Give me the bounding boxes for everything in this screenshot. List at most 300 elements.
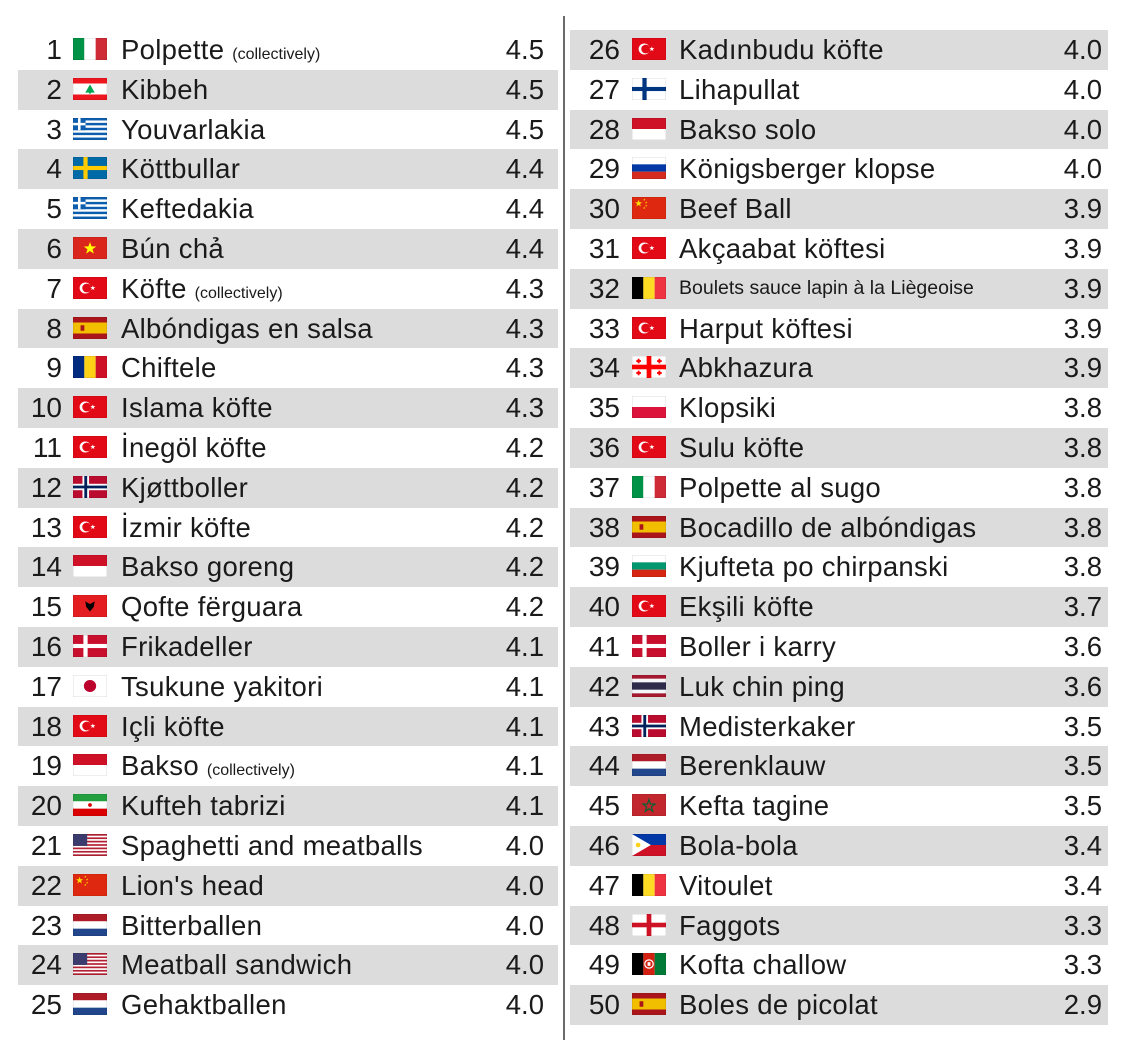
dish-name [121,707,225,747]
flag-spain-icon [632,993,666,1015]
rank-number: 16 [30,630,62,662]
rank-number: 38 [588,511,620,543]
dish-name [679,309,853,349]
rating-score: 3.5 [1063,790,1102,822]
flag-china-icon [632,197,666,219]
flag-morocco-icon [632,794,666,816]
rating-score: 4.2 [505,471,544,503]
dish-name-text: Klopsiki [679,392,777,424]
ranking-row [18,826,558,866]
rating-score: 4.2 [505,431,544,463]
ranking-row [18,309,558,349]
rank-number: 36 [588,431,620,463]
ranking-row [18,945,558,985]
ranking-row [18,428,558,468]
rank-number: 6 [46,232,62,264]
dish-name-text: Chiftele [121,352,217,384]
ranking-row [570,508,1108,548]
flag-turkey-icon [73,516,107,538]
rank-number: 13 [30,511,62,543]
rating-score: 4.1 [505,750,544,782]
rank-number: 24 [30,949,62,981]
dish-name [679,149,935,189]
flag-turkey-icon [632,595,666,617]
dish-name [679,826,798,866]
ranking-row [570,906,1108,946]
rank-number: 23 [30,909,62,941]
dish-name [121,189,254,229]
rating-score: 3.5 [1063,710,1102,742]
dish-name-text: Qofte fërguara [121,591,303,623]
dish-name [121,985,287,1025]
dish-name [679,269,974,309]
flag-turkey-icon [632,317,666,339]
ranking-row [18,866,558,906]
ranking-row [570,746,1108,786]
dish-name [679,388,776,428]
ranking-row [18,906,558,946]
dish-name [121,746,295,791]
rank-number: 11 [32,431,62,463]
dish-name [679,508,976,548]
rating-score: 4.5 [505,73,544,105]
ranking-row [18,985,558,1025]
flag-spain-icon [73,317,107,339]
rating-score: 3.9 [1063,272,1102,304]
rating-score: 4.1 [505,710,544,742]
flag-indonesia-icon [73,555,107,577]
flag-turkey-icon [73,715,107,737]
rating-score: 4.2 [505,591,544,623]
flag-philippines-icon [632,834,666,856]
dish-name-text: Lion's head [121,869,265,901]
rating-score: 3.5 [1063,750,1102,782]
flag-finland-icon [632,78,666,100]
flag-norway-icon [632,715,666,737]
dish-name-text: Harput köftesi [679,312,853,344]
flag-denmark-icon [632,635,666,657]
dish-name [121,229,224,269]
dish-name-text: Kufteh tabrizi [121,790,286,822]
dish-name [121,547,294,587]
dish-name-text: Vitoulet [679,869,773,901]
flag-usa-icon [73,953,107,975]
dish-name [121,269,283,314]
rating-score: 4.3 [505,312,544,344]
ranking-row [18,269,558,309]
flag-greece-icon [73,118,107,140]
flag-spain-icon [632,516,666,538]
flag-turkey-icon [632,237,666,259]
rating-score: 4.0 [505,829,544,861]
dish-name-text: Bocadillo de albóndigas [679,511,977,543]
ranking-row [18,388,558,428]
dish-name [121,587,303,627]
dish-name [679,70,800,110]
dish-name-text: Berenklauw [679,750,826,782]
rating-score: 4.2 [505,551,544,583]
rank-number: 50 [588,989,620,1021]
dish-name-text: Gehaktballen [121,989,287,1021]
dish-name-text: Boulets sauce lapin à la Liègeoise [679,276,974,299]
rank-number: 10 [30,392,62,424]
ranking-row [18,468,558,508]
rank-number: 1 [46,34,62,65]
ranking-row [18,149,558,189]
ranking-row [18,746,558,786]
rank-number: 34 [588,352,620,384]
ranking-row [570,309,1108,349]
rating-score: 4.0 [505,949,544,981]
ranking-row [570,985,1108,1025]
dish-name-text: Kjufteta po chirpanski [679,551,949,583]
rank-number: 4 [46,153,62,185]
dish-name [679,428,804,468]
rating-score: 3.8 [1063,392,1102,424]
rating-score: 3.6 [1063,630,1102,662]
dish-name-text: Frikadeller [121,630,253,662]
dish-name [679,945,846,985]
rank-number: 12 [30,471,62,503]
dish-name [121,428,267,468]
dish-name-text: Abkhazura [679,352,814,384]
flag-greece-icon [73,197,107,219]
rating-score: 3.4 [1063,829,1102,861]
flag-turkey-icon [632,436,666,458]
dish-name [679,866,773,906]
flag-romania-icon [73,356,107,378]
flag-indonesia-icon [632,118,666,140]
rating-score: 3.9 [1063,232,1102,264]
rank-number: 40 [588,591,620,623]
dish-name [679,667,845,707]
dish-name [679,30,884,70]
ranking-row [570,786,1108,826]
dish-name-text: Sulu köfte [679,431,805,463]
dish-name [679,786,829,826]
rating-score: 3.6 [1063,670,1102,702]
dish-name [121,110,265,150]
flag-vietnam-icon [73,237,107,259]
flag-belgium-icon [632,874,666,896]
ranking-row [570,348,1108,388]
rank-number: 2 [46,73,62,105]
ranking-row [18,667,558,707]
ranking-row [570,229,1108,269]
dish-name [121,468,248,508]
rating-score: 3.7 [1063,591,1102,623]
dish-name-text: Bakso solo [679,113,817,145]
dish-name-text: Içli köfte [121,710,225,742]
ranking-row [18,786,558,826]
flag-usa-icon [73,834,107,856]
flag-turkey-icon [73,277,107,299]
rank-number: 27 [588,73,620,105]
flag-iran-icon [73,794,107,816]
rating-score: 4.0 [1063,113,1102,145]
flag-netherlands-icon [73,914,107,936]
dish-name [121,149,240,189]
ranking-row [18,70,558,110]
dish-name-text: Kefta tagine [679,790,830,822]
flag-italy-icon [632,476,666,498]
dish-name [679,229,886,269]
dish-name-text: Medisterkaker [679,710,856,742]
dish-name [121,826,423,866]
dish-name [679,468,881,508]
rank-number: 43 [588,710,620,742]
rank-number: 30 [588,193,620,225]
ranking-row [18,547,558,587]
rank-number: 7 [46,272,62,304]
rating-score: 4.5 [505,34,544,65]
flag-thailand-icon [632,675,666,697]
dish-name-text: Polpette al sugo [679,471,882,503]
rank-number: 47 [588,869,620,901]
dish-name-text: Bola-bola [679,829,798,861]
rating-score: 4.0 [1063,73,1102,105]
flag-netherlands-icon [632,754,666,776]
rank-number: 48 [588,909,620,941]
rank-number: 19 [30,750,62,782]
dish-name-text: Kadınbudu köfte [679,34,884,65]
flag-sweden-icon [73,157,107,179]
dish-name [679,189,792,229]
flag-lebanon-icon [73,78,107,100]
ranking-row [570,189,1108,229]
ranking-row [570,627,1108,667]
ranking-row [570,945,1108,985]
rating-score: 3.9 [1063,312,1102,344]
dish-name [679,547,949,587]
dish-name-text: İzmir köfte [121,511,252,543]
dish-name-text: Boles de picolat [679,989,878,1021]
rating-score: 4.5 [505,113,544,145]
rank-number: 45 [588,790,620,822]
rank-number: 46 [588,829,620,861]
ranking-row [18,508,558,548]
dish-name [679,906,780,946]
rank-number: 35 [588,392,620,424]
rating-score: 4.1 [505,670,544,702]
rating-score: 4.0 [1063,34,1102,65]
dish-name [679,985,878,1025]
dish-name-text: Bún chả [121,232,225,264]
rating-score: 3.8 [1063,471,1102,503]
flag-bulgaria-icon [632,555,666,577]
flag-russia-icon [632,157,666,179]
ranking-row [570,388,1108,428]
rating-score: 4.1 [505,790,544,822]
rank-number: 26 [588,34,620,65]
ranking-row [18,707,558,747]
rank-number: 32 [588,272,620,304]
flag-denmark-icon [73,635,107,657]
flag-georgia-icon [632,356,666,378]
rating-score: 4.0 [505,989,544,1021]
dish-name [121,388,273,428]
dish-name-text: Luk chin ping [679,670,845,702]
rank-number: 21 [30,829,62,861]
dish-name [679,627,836,667]
rating-score: 3.8 [1063,511,1102,543]
rank-number: 14 [30,551,62,583]
rank-number: 25 [30,989,62,1021]
dish-name [121,945,352,985]
rank-number: 20 [30,790,62,822]
dish-name-text: Akçaabat köftesi [679,232,886,264]
rating-score: 4.3 [505,272,544,304]
ranking-row [570,468,1108,508]
ranking-row [570,587,1108,627]
rank-number: 49 [588,949,620,981]
ranking-column-left [18,30,558,1025]
rating-score: 4.4 [505,193,544,225]
ranking-row [18,587,558,627]
rank-number: 8 [46,312,62,344]
ranking-row [18,229,558,269]
dish-name-text: Kjøttboller [121,471,249,503]
rating-score: 4.0 [505,909,544,941]
dish-name-text: Youvarlakia [121,113,266,145]
ranking-row [570,667,1108,707]
dish-name-text: Kibbeh [121,73,209,105]
rank-number: 28 [588,113,620,145]
ranking-row [18,348,558,388]
rank-number: 41 [588,630,620,662]
flag-italy-icon [73,38,107,60]
ranking-row [18,627,558,667]
rating-score: 4.0 [505,869,544,901]
rating-score: 4.4 [505,153,544,185]
rank-number: 42 [588,670,620,702]
ranking-row [570,428,1108,468]
dish-name-text: Faggots [679,909,781,941]
dish-name [121,866,264,906]
rating-score: 3.8 [1063,431,1102,463]
dish-name-text: Bakso goreng [121,551,295,583]
dish-name-text: Köfte [121,272,187,304]
flag-belgium-icon [632,277,666,299]
dish-name-text: Lihapullat [679,73,800,105]
dish-name [121,786,286,826]
dish-name [121,906,262,946]
ranking-column-right [570,30,1108,1025]
rating-score: 4.2 [505,511,544,543]
dish-name-text: Bitterballen [121,909,263,941]
ranking-row [570,826,1108,866]
dish-name-text: Bakso [121,750,199,782]
dish-name-text: Boller i karry [679,630,837,662]
dish-name-text: Keftedakia [121,193,254,225]
rank-number: 31 [588,232,620,264]
rating-score: 3.8 [1063,551,1102,583]
ranking-row [18,30,558,70]
dish-name [679,587,814,627]
rank-number: 5 [46,193,62,225]
flag-england-icon [632,914,666,936]
ranking-row [570,149,1108,189]
flag-netherlands-icon [73,993,107,1015]
dish-note: (collectively) [194,284,283,302]
rating-score: 3.9 [1063,352,1102,384]
rank-number: 9 [46,352,62,384]
rank-number: 44 [588,750,620,782]
dish-name-text: Köttbullar [121,153,241,185]
rank-number: 15 [30,591,62,623]
ranking-row [570,866,1108,906]
rank-number: 3 [46,113,62,145]
dish-name-text: Königsberger klopse [679,153,936,185]
flag-turkey-icon [632,38,666,60]
dish-name [679,707,856,747]
ranking-row [18,189,558,229]
rating-score: 3.3 [1063,949,1102,981]
flag-norway-icon [73,476,107,498]
rank-number: 18 [30,710,62,742]
dish-name [679,746,826,786]
rating-score: 4.3 [505,352,544,384]
dish-name-text: Islama köfte [121,392,273,424]
flag-indonesia-icon [73,754,107,776]
rank-number: 39 [588,551,620,583]
ranking-row [570,547,1108,587]
flag-turkey-icon [73,396,107,418]
dish-name-text: Meatball sandwich [121,949,353,981]
dish-name [121,309,373,349]
dish-name [679,110,817,150]
rating-score: 4.1 [505,630,544,662]
dish-note: (collectively) [232,46,321,63]
rating-score: 3.9 [1063,193,1102,225]
dish-name-text: İnegöl köfte [121,431,267,463]
flag-afghanistan-icon [632,953,666,975]
flag-japan-icon [73,675,107,697]
dish-name [679,348,813,388]
dish-name [121,667,323,707]
ranking-row [570,110,1108,150]
rank-number: 33 [588,312,620,344]
rating-score: 2.9 [1063,989,1102,1021]
dish-name-text: Kofta challow [679,949,847,981]
rank-number: 22 [30,869,62,901]
flag-china-icon [73,874,107,896]
dish-name [121,508,251,548]
rating-score: 4.4 [505,232,544,264]
dish-name [121,30,320,75]
ranking-row [18,110,558,150]
dish-note: (collectively) [206,762,295,780]
rank-number: 37 [588,471,620,503]
ranking-row [570,707,1108,747]
dish-name-text: Ekşili köfte [679,591,815,623]
dish-name-text: Tsukune yakitori [121,670,323,702]
rank-number: 29 [588,153,620,185]
flag-albania-icon [73,595,107,617]
dish-name-text: Polpette [121,34,225,65]
ranking-row [570,269,1108,309]
rating-score: 4.0 [1063,153,1102,185]
dish-name [121,627,253,667]
dish-name-text: Albóndigas en salsa [121,312,373,344]
rating-score: 3.3 [1063,909,1102,941]
ranking-row [570,30,1108,70]
column-divider [563,16,565,1040]
dish-name [121,70,208,110]
flag-poland-icon [632,396,666,418]
dish-name-text: Beef Ball [679,193,792,225]
ranking-row [570,70,1108,110]
